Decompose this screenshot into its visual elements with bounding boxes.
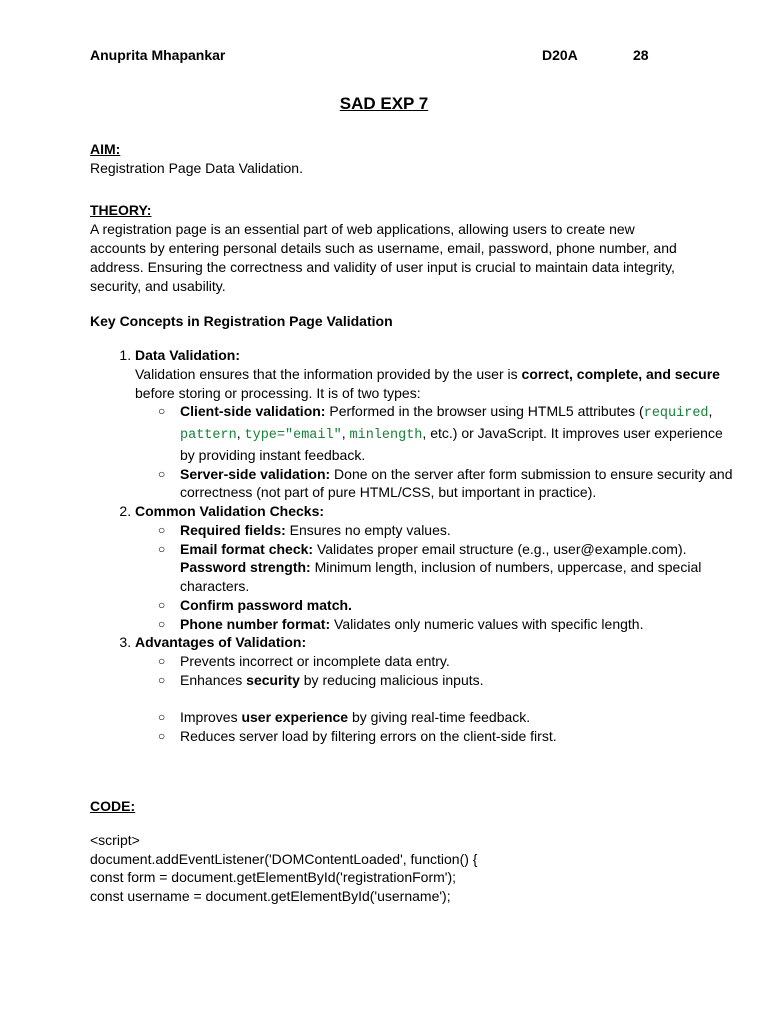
advantage-bold: security xyxy=(246,671,300,688)
password-strength-text: Minimum length, inclusion of numbers, uppercase, and special characters. xyxy=(180,559,702,594)
intro-bold: correct, complete, and secure xyxy=(521,365,720,382)
code-pattern: pattern xyxy=(180,428,237,443)
list-item: ○ Reduces server load by filtering errors on the client-side first. xyxy=(180,727,735,746)
phone-format-label: Phone number format: xyxy=(180,615,331,632)
code-type-email: type="email" xyxy=(244,428,342,443)
validation-checks-heading: Common Validation Checks: xyxy=(135,503,325,519)
roll-number: 28 xyxy=(633,47,649,63)
client-side-text-end: , etc.) or JavaScript. It improves user experience by providing instant feedback. xyxy=(180,425,723,463)
confirm-password-label: Confirm password match. xyxy=(180,596,352,613)
intro-text: Validation ensures that the information provided by the user is xyxy=(135,365,522,382)
separator: , xyxy=(708,403,713,420)
advantages-heading: Advantages of Validation: xyxy=(135,634,307,651)
client-side-label: Client-side validation: xyxy=(180,403,326,420)
page-title: SAD EXP 7 xyxy=(339,94,429,113)
advantage-text-end: by reducing malicious inputs. xyxy=(299,671,484,688)
list-item xyxy=(180,708,735,727)
list-item xyxy=(135,502,735,633)
theory-text: A registration page is an essential part of web applications, allowing users to create new accounts by entering personal details such as username, email, password, phone number, and address. Ensuring the correctness and validity of user input is crucial to maintain data integrity, security, and usability. xyxy=(90,221,677,294)
required-fields-text: Ensures no empty values. xyxy=(285,521,451,538)
code-line: <script> xyxy=(90,832,140,848)
advantages-list xyxy=(135,652,735,746)
concepts-list xyxy=(90,346,735,746)
code-required: required xyxy=(643,406,709,422)
separator: , xyxy=(236,425,245,441)
list-item xyxy=(180,615,735,634)
list-spacer xyxy=(180,690,735,709)
validation-checks-list xyxy=(135,521,735,634)
intro-text-end: before storing or processing. It is of two types: xyxy=(135,384,421,401)
phone-format-text: Validates only numeric values with specific length. xyxy=(330,615,644,632)
aim-label: AIM: xyxy=(90,141,121,157)
list-item xyxy=(180,596,735,615)
list-item xyxy=(135,633,735,746)
list-item xyxy=(180,521,735,540)
author-name: Anuprita Mhapankar xyxy=(90,47,226,63)
data-validation-heading: Data Validation: xyxy=(135,347,241,363)
code-line: const form = document.getElementById('registrationForm'); xyxy=(90,869,456,885)
theory-section xyxy=(90,201,680,296)
code-label: CODE: xyxy=(90,798,136,814)
list-item xyxy=(180,402,735,464)
code-minlength: minlength xyxy=(349,428,423,443)
code-block xyxy=(90,831,710,905)
code-line: const username = document.getElementById('username'); xyxy=(90,887,451,904)
aim-section xyxy=(90,140,680,178)
advantage-text: Improves xyxy=(180,709,242,726)
advantage-bold: user experience xyxy=(241,709,349,726)
list-item xyxy=(180,671,735,690)
code-line: document.addEventListener('DOMContentLoaded', function() { xyxy=(90,850,478,867)
list-item: ○ Prevents incorrect or incomplete data entry. xyxy=(180,652,735,671)
division: D20A xyxy=(542,47,578,63)
data-validation-intro xyxy=(135,365,735,403)
advantage-text-end: by giving real-time feedback. xyxy=(348,709,531,726)
password-strength-label: Password strength: xyxy=(180,559,311,576)
theory-label: THEORY: xyxy=(90,202,152,218)
server-side-label: Server-side validation: xyxy=(180,465,331,482)
list-item xyxy=(135,346,735,502)
server-side-text: Done on the server after form submission to ensure security and correctness (not part of pure HTML/CSS, but important in practice). xyxy=(180,465,733,501)
advantage-text: Enhances xyxy=(180,671,247,688)
required-fields-label: Required fields: xyxy=(180,521,286,538)
list-item xyxy=(180,540,735,596)
validation-types-list xyxy=(135,402,735,502)
aim-text: Registration Page Data Validation. xyxy=(90,160,303,176)
client-side-text: Performed in the browser using HTML5 attributes ( xyxy=(325,403,644,420)
list-item xyxy=(180,465,735,503)
email-check-label: Email format check: xyxy=(180,540,314,557)
key-concepts-heading: Key Concepts in Registration Page Validation xyxy=(90,313,393,329)
separator: , xyxy=(341,425,350,441)
email-check-text: Validates proper email structure (e.g., user@example.com). xyxy=(313,540,687,557)
